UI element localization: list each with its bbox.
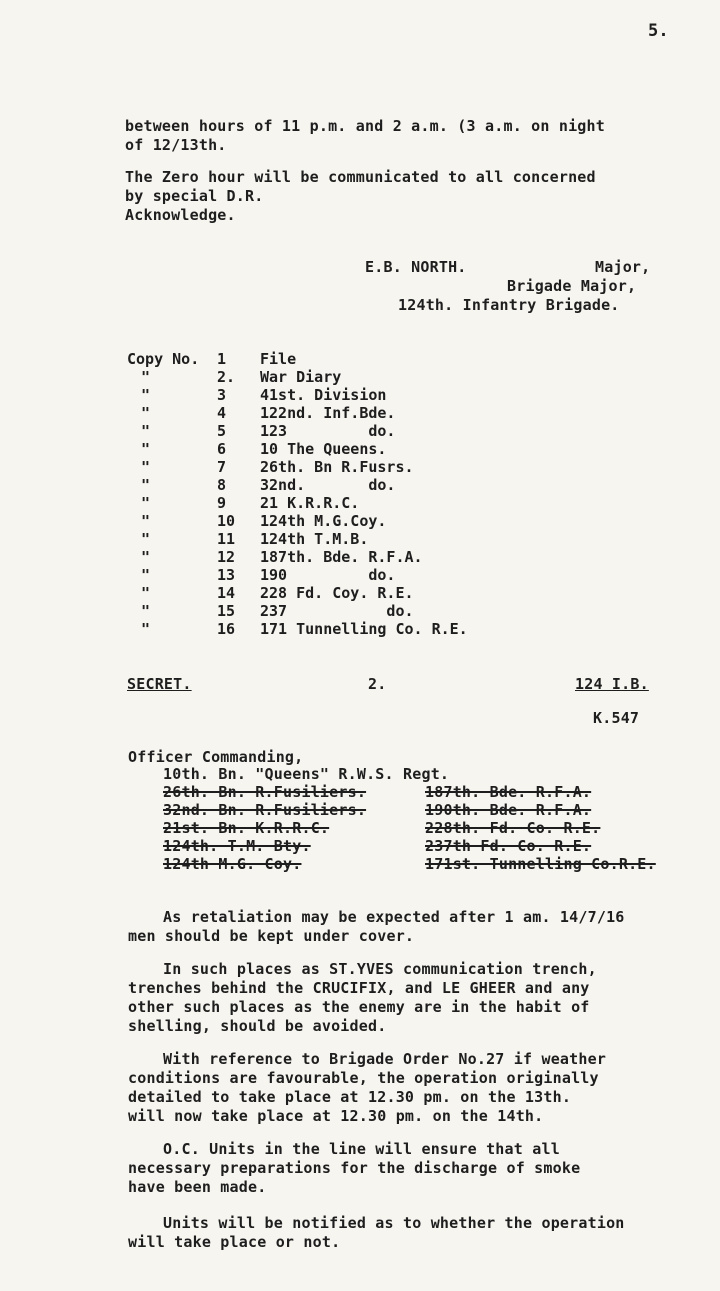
copy-label: " — [141, 404, 151, 422]
struck-left-1: 26th. Bn. R.Fusiliers. — [163, 783, 367, 801]
copy-number: 8 — [217, 476, 227, 494]
signature-rank: Major, — [595, 258, 651, 276]
copy-label: " — [141, 620, 151, 638]
copy-number: 11 — [217, 530, 236, 548]
body5-line1: Units will be notified as to whether the operation — [163, 1214, 625, 1232]
page-number: 5. — [648, 21, 669, 41]
copy-label: " — [141, 584, 151, 602]
copy-number: 15 — [217, 602, 236, 620]
signature-name: E.B. NORTH. — [365, 258, 467, 276]
secret-label: SECRET. — [127, 675, 192, 693]
copy-label: " — [141, 494, 151, 512]
copy-recipient: 41st. Division — [260, 386, 387, 404]
struck-right-2: 190th. Bde. R.F.A. — [425, 801, 592, 819]
copy-number: 13 — [217, 566, 236, 584]
copy-recipient: 26th. Bn R.Fusrs. — [260, 458, 414, 476]
body1-line2: men should be kept under cover. — [128, 927, 415, 945]
copy-label: " — [141, 512, 151, 530]
body2-line4: shelling, should be avoided. — [128, 1017, 387, 1035]
copy-recipient: War Diary — [260, 368, 342, 386]
struck-left-5: 124th M.G. Coy. — [163, 855, 302, 873]
secret-reference: 124 I.B. — [575, 675, 649, 693]
copy-number: 6 — [217, 440, 227, 458]
copy-label: " — [141, 548, 151, 566]
copy-recipient: 124th T.M.B. — [260, 530, 369, 548]
copy-recipient: 21 K.R.R.C. — [260, 494, 360, 512]
secret-page-number: 2. — [368, 675, 387, 693]
copy-number: 14 — [217, 584, 236, 602]
para1-line2: of 12/13th. — [125, 136, 227, 154]
copy-number: 4 — [217, 404, 227, 422]
copy-recipient: File — [260, 350, 297, 368]
copy-number: 7 — [217, 458, 227, 476]
para2-line1: The Zero hour will be communicated to all concerned — [125, 168, 596, 186]
body3-line1: With reference to Brigade Order No.27 if weather — [163, 1050, 607, 1068]
copy-recipient: 122nd. Inf.Bde. — [260, 404, 396, 422]
struck-left-2: 32nd. Bn. R.Fusiliers. — [163, 801, 367, 819]
copy-label: " — [141, 458, 151, 476]
copy-label: " — [141, 602, 151, 620]
copy-number: 3 — [217, 386, 227, 404]
distribution-list — [127, 350, 547, 640]
copy-label: " — [141, 476, 151, 494]
para1-line1: between hours of 11 p.m. and 2 a.m. (3 a.m. on night — [125, 117, 605, 135]
copy-label: " — [141, 440, 151, 458]
signature-title: Brigade Major, — [507, 277, 637, 295]
address-line1: Officer Commanding, — [128, 748, 304, 766]
struck-right-1: 187th. Bde. R.F.A. — [425, 783, 592, 801]
copy-recipient: 237 do. — [260, 602, 414, 620]
struck-right-3: 228th. Fd. Co. R.E. — [425, 819, 601, 837]
struck-right-5: 171st. Tunnelling Co.R.E. — [425, 855, 656, 873]
copy-recipient: 123 do. — [260, 422, 396, 440]
copy-label: " — [141, 530, 151, 548]
secret-k-number: K.547 — [593, 709, 640, 727]
copy-recipient: 187th. Bde. R.F.A. — [260, 548, 423, 566]
address-line2: 10th. Bn. "Queens" R.W.S. Regt. — [163, 765, 450, 783]
copy-label: " — [141, 368, 151, 386]
copy-number: 9 — [217, 494, 227, 512]
copy-recipient: 228 Fd. Coy. R.E. — [260, 584, 414, 602]
copy-recipient: 124th M.G.Coy. — [260, 512, 387, 530]
copy-number: 12 — [217, 548, 236, 566]
copy-recipient: 32nd. do. — [260, 476, 396, 494]
body1-line1: As retaliation may be expected after 1 am. 14/7/16 — [163, 908, 625, 926]
para2-line2: by special D.R. — [125, 187, 264, 205]
copy-label: Copy No. — [127, 350, 200, 368]
copy-number: 16 — [217, 620, 236, 638]
copy-label: " — [141, 422, 151, 440]
copy-recipient: 171 Tunnelling Co. R.E. — [260, 620, 468, 638]
struck-right-4: 237th Fd. Co. R.E. — [425, 837, 592, 855]
copy-recipient: 190 do. — [260, 566, 396, 584]
body3-line2: conditions are favourable, the operation originally — [128, 1069, 599, 1087]
body2-line2: trenches behind the CRUCIFIX, and LE GHEER and any — [128, 979, 590, 997]
body3-line3: detailed to take place at 12.30 pm. on the 13th. — [128, 1088, 572, 1106]
signature-unit: 124th. Infantry Brigade. — [398, 296, 620, 314]
copy-label: " — [141, 386, 151, 404]
copy-recipient: 10 The Queens. — [260, 440, 387, 458]
struck-left-4: 124th. T.M. Bty. — [163, 837, 311, 855]
body4-line2: necessary preparations for the discharge of smoke — [128, 1159, 581, 1177]
copy-number: 10 — [217, 512, 236, 530]
body3-line4: will now take place at 12.30 pm. on the 14th. — [128, 1107, 544, 1125]
body4-line1: O.C. Units in the line will ensure that all — [163, 1140, 560, 1158]
copy-number: 5 — [217, 422, 227, 440]
copy-number: 1 — [217, 350, 227, 368]
copy-number: 2. — [217, 368, 236, 386]
body2-line1: In such places as ST.YVES communication trench, — [163, 960, 597, 978]
body4-line3: have been made. — [128, 1178, 267, 1196]
body5-line2: will take place or not. — [128, 1233, 341, 1251]
copy-label: " — [141, 566, 151, 584]
para2-line3: Acknowledge. — [125, 206, 236, 224]
struck-left-3: 21st. Bn. K.R.R.C. — [163, 819, 330, 837]
body2-line3: other such places as the enemy are in the habit of — [128, 998, 590, 1016]
